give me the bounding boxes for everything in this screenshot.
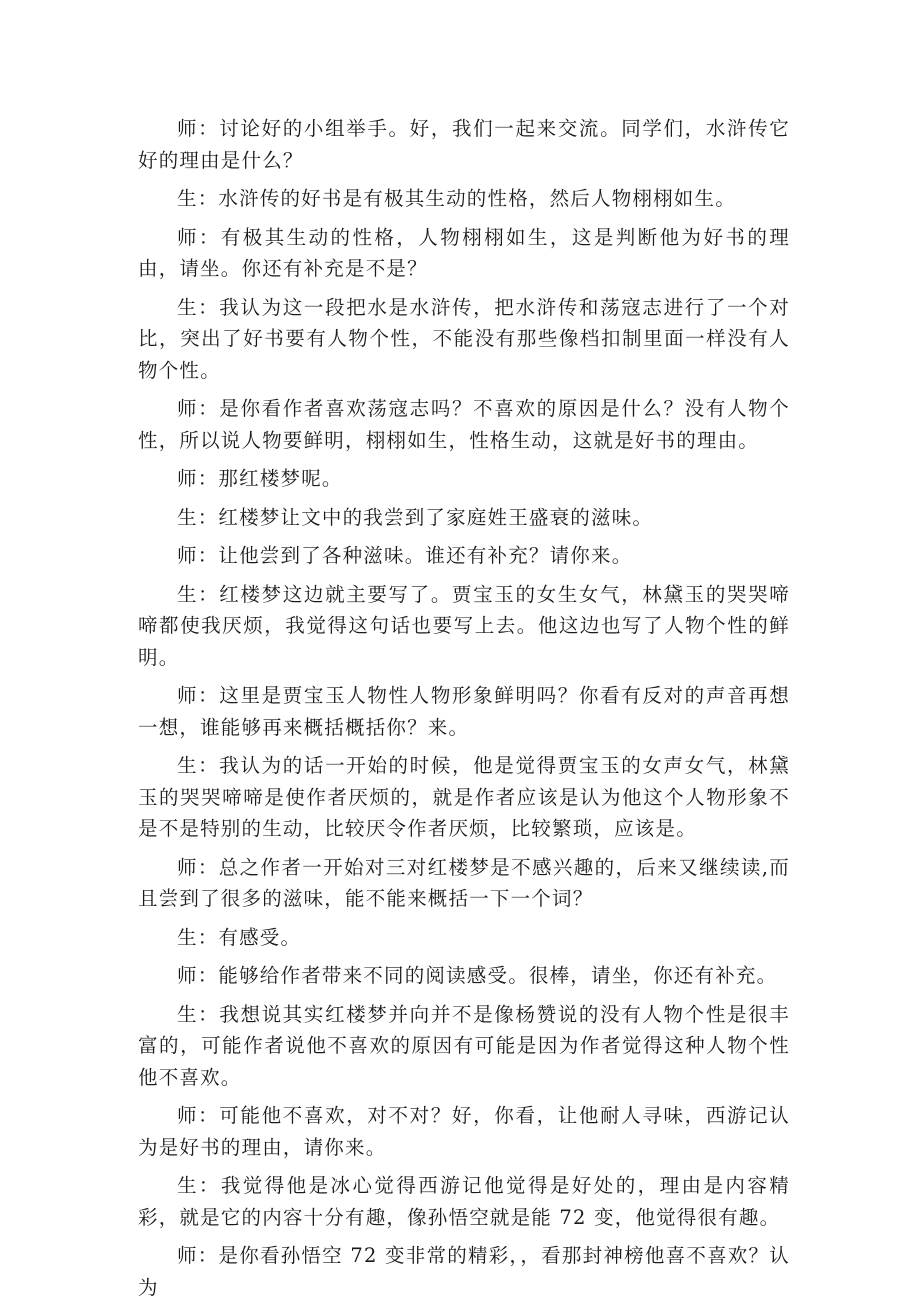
- paragraph: 师：总之作者一开始对三对红楼梦是不感兴趣的，后来又继续读,而且尝到了很多的滋味，能不能来概括一下一个词？: [138, 855, 790, 910]
- paragraph: 师：可能他不喜欢，对不对？好，你看，让他耐人寻味，西游记认为是好书的理由，请你来。: [138, 1104, 790, 1159]
- transcript-body: [138, 113, 790, 1310]
- paragraph: 生：水浒传的好书是有极其生动的性格，然后人物栩栩如生。: [177, 187, 736, 210]
- paragraph: 师：那红楼梦呢。: [177, 467, 343, 490]
- paragraph: 生：红楼梦这边就主要写了。贾宝玉的女生女气，林黛玉的哭哭啼啼都使我厌烦，我觉得这句话也要写上去。他这边也写了人物个性的鲜明。: [138, 582, 790, 669]
- paragraph: 生：我认为的话一开始的时候，他是觉得贾宝玉的女声女气，林黛玉的哭哭啼啼是使作者厌烦的，就是作者应该是认为他这个人物形象不是不是特别的生动，比较厌令作者厌烦，比较繁琐，应该是。: [138, 754, 790, 840]
- paragraph: 生：有感受。: [177, 925, 302, 949]
- paragraph: 师：有极其生动的性格，人物栩栩如生，这是判断他为好书的理由，请坐。你还有补充是不是？: [138, 225, 790, 280]
- paragraph: 师：让他尝到了各种滋味。谁还有补充？请你来。: [177, 544, 633, 567]
- paragraph: 师：是你看孙悟空 72 变非常的精彩，，看那封神榜他喜不喜欢？认为: [138, 1244, 790, 1299]
- paragraph: 师：是你看作者喜欢荡寇志吗？不喜欢的原因是什么？没有人物个性，所以说人物要鲜明，栩栩如生，性格生动，这就是好书的理由。: [138, 397, 790, 452]
- paragraph: 生：红楼梦让文中的我尝到了家庭姓王盛衰的滋味。: [177, 505, 654, 529]
- paragraph: 师：讨论好的小组举手。好，我们一起来交流。同学们，水浒传它好的理由是什么？: [138, 117, 790, 172]
- paragraph: 生：我认为这一段把水是水浒传，把水浒传和荡寇志进行了一个对比，突出了好书要有人物个性，不能没有那些像档扣制里面一样没有人物个性。: [138, 295, 790, 382]
- paragraph: 生：我想说其实红楼梦并向并不是像杨赞说的没有人物个性是很丰富的，可能作者说他不喜欢的原因有可能是因为作者觉得这种人物个性他不喜欢。: [138, 1002, 790, 1089]
- paragraph: 师：能够给作者带来不同的阅读感受。很棒，请坐，你还有补充。: [177, 964, 778, 987]
- paragraph: 师：这里是贾宝玉人物性人物形象鲜明吗？你看有反对的声音再想一想，谁能够再来概括概括你？来。: [138, 684, 790, 739]
- paragraph: 生：我觉得他是冰心觉得西游记他觉得是好处的，理由是内容精彩，就是它的内容十分有趣，像孙悟空就是能 72 变，他觉得很有趣。: [138, 1174, 790, 1229]
